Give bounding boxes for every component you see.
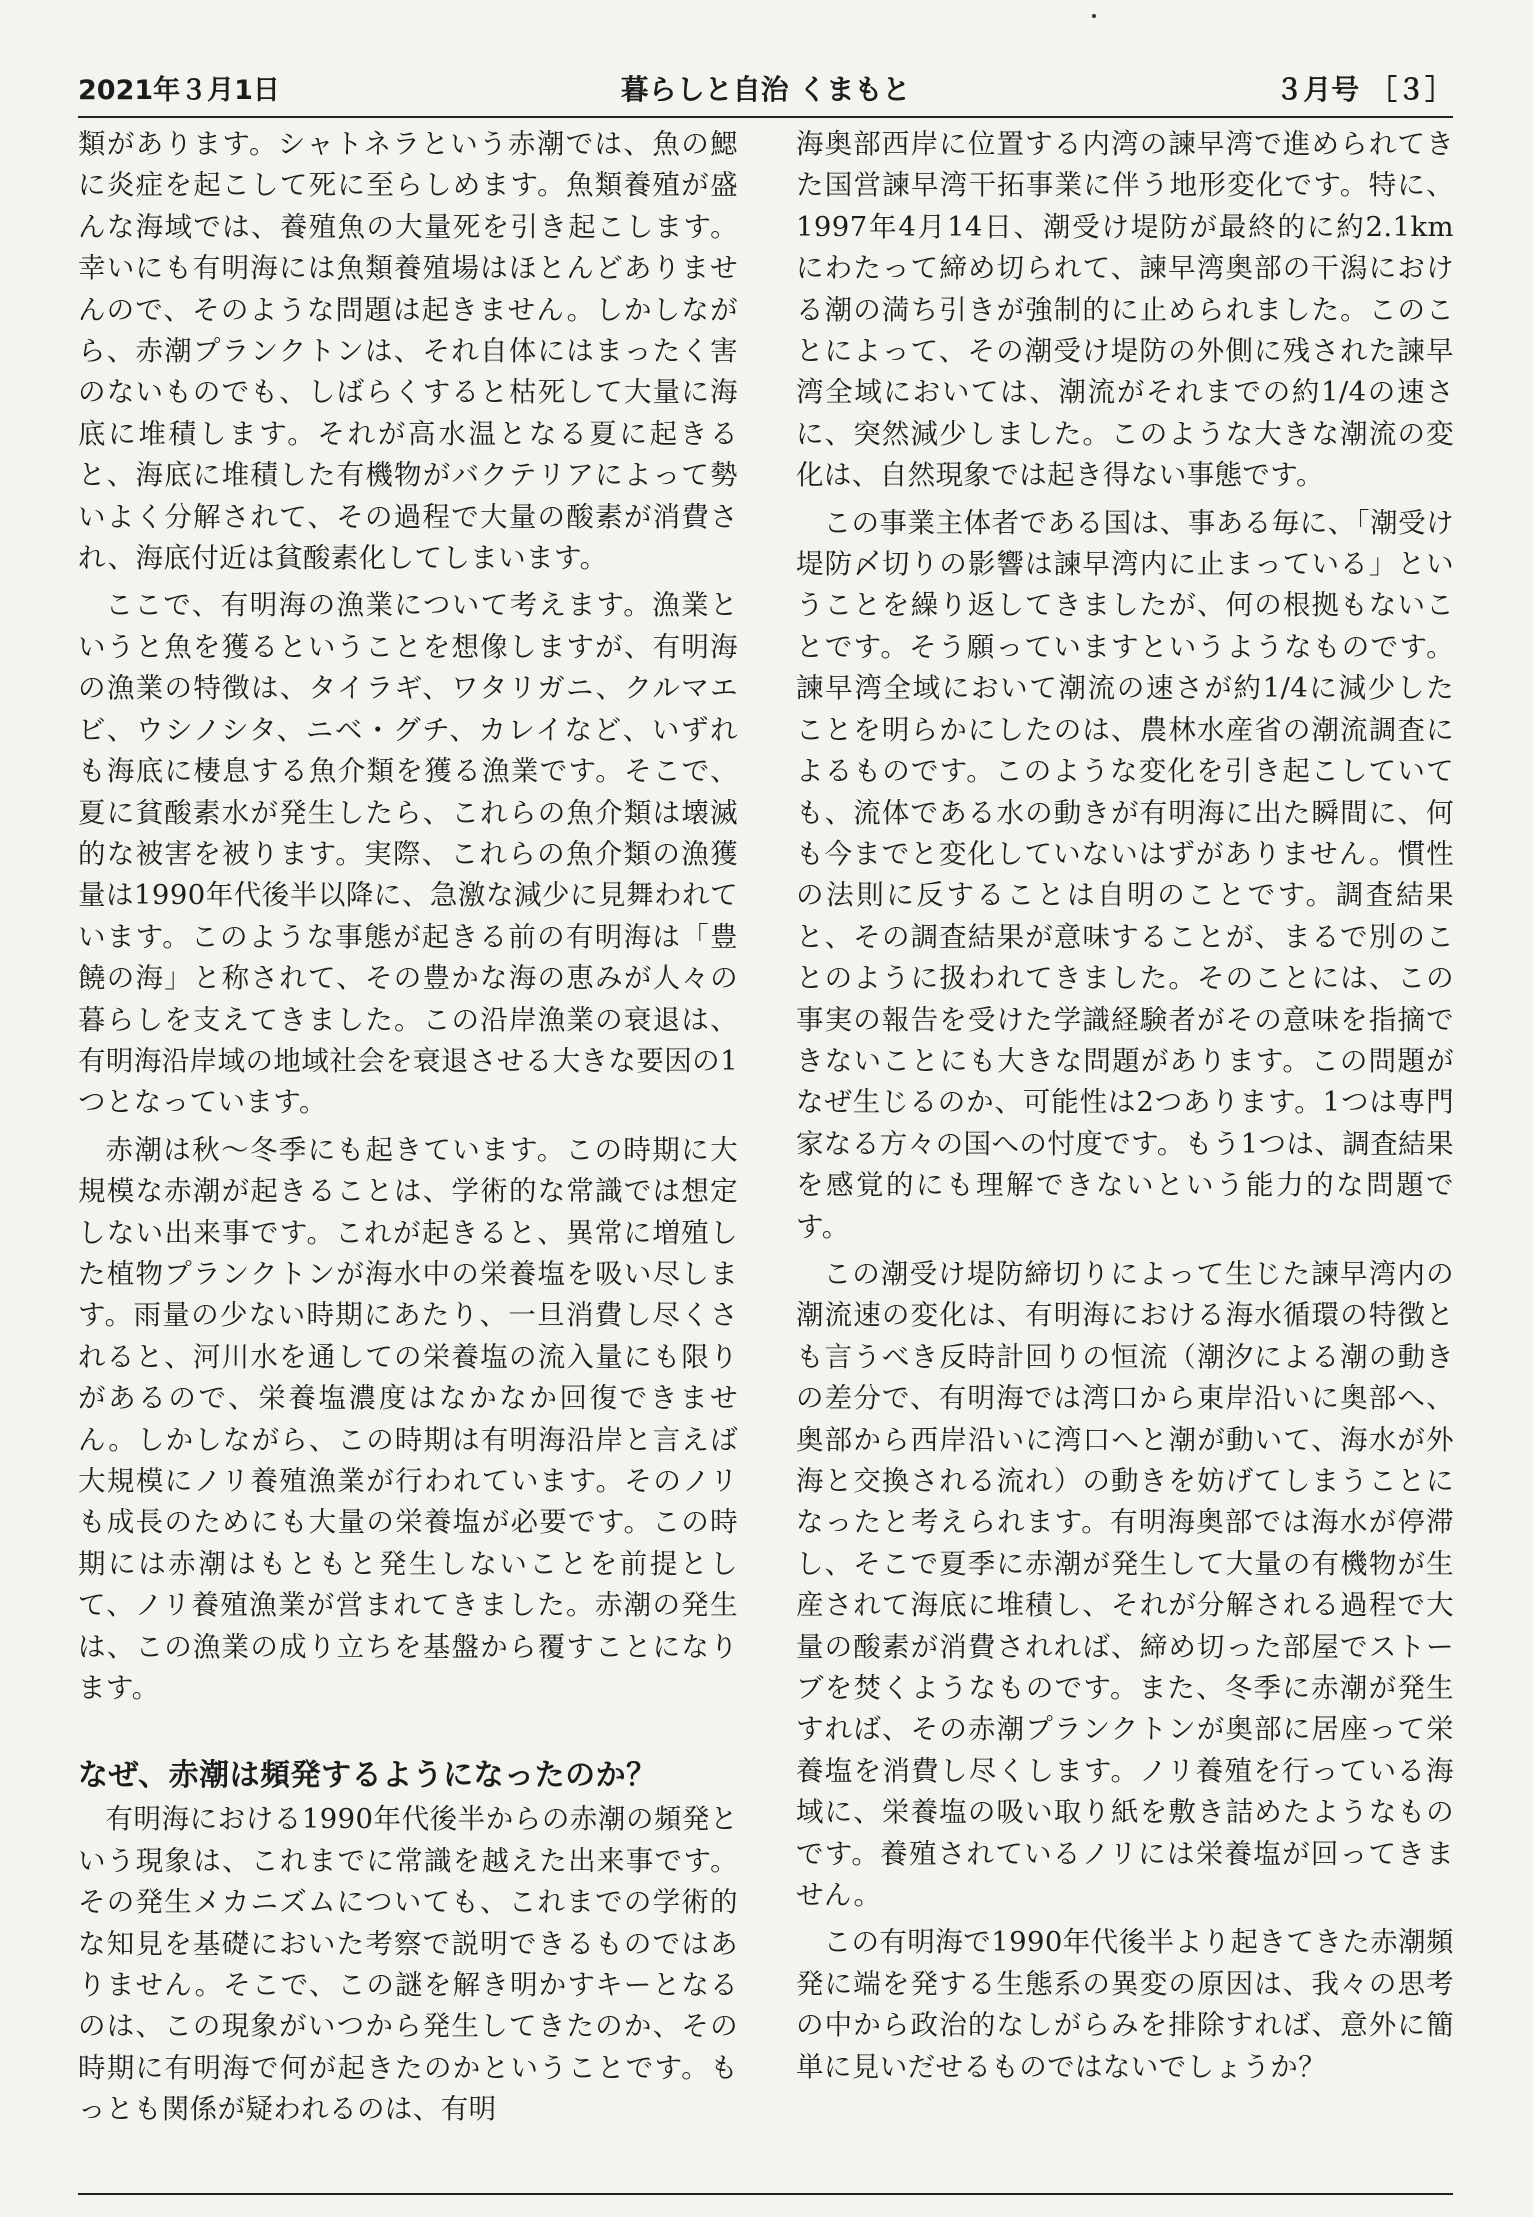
paragraph: この潮受け堤防締切りによって生じた諫早湾内の潮流速の変化は、有明海における海水循環の特徴とも言うべき反時計回りの恒流（潮汐による潮の動きの差分で、有明海では湾口から東岸沿いに奥部へ、奥部から西岸沿いに湾口へと潮が動いて、海水が外海と交換される流れ）の動きを妨げてしまうことになったと考えられます。有明海奥部では海水が停滞し、そこで夏季に赤潮が発生して大量の有機物が生産されて海底に堆積し、それが分解される過程で大量の酸素が消費されれば、締め切った部屋でストーブを焚くようなものです。また、冬季に赤潮が発生すれば、その赤潮プランクトンが奥部に居座って栄養塩を消費し尽くします。ノリ養殖を行っている海域に、栄養塩の吸い取り紙を敷き詰めたようなものです。養殖されているノリには栄養塩が回ってきません。 [796, 1257, 1454, 1912]
page-header [78, 68, 1453, 112]
section-heading: なぜ、赤潮は頻発するようになったのか？ [78, 1758, 657, 1794]
paragraph: 有明海における1990年代後半からの赤潮の頻発という現象は、これまでに常識を越えた出来事です。その発生メカニズムについても、これまでの学術的な知見を基礎においた考察で説明できるものではありません。そこで、この謎を解き明かすキーとなるのは、この現象がいつから発生してきたのか、その時期に有明海で何が起きたのかということです。もっとも関係が疑われるのは、有明 [78, 1803, 738, 2126]
footer-rule [78, 2193, 1453, 2195]
paragraph: 赤潮は秋～冬季にも起きています。この時期に大規模な赤潮が起きることは、学術的な常識では想定しない出来事です。これが起きると、異常に増殖した植物プランクトンが海水中の栄養塩を吸い尽します。雨量の少ない時期にあたり、一旦消費し尽くされると、河川水を通しての栄養塩の流入量にも限りがあるので、栄養塩濃度はなかなか回復できません。しかしながら、この時期は有明海沿岸と言えば大規模にノリ養殖漁業が行われています。そのノリも成長のためにも大量の栄養塩が必要です。この時期には赤潮はもともと発生しないことを前提として、ノリ養殖漁業が営まれてきました。赤潮の発生は、この漁業の成り立ちを基盤から覆すことになります。 [78, 1133, 738, 1705]
issue-date: 2021年３月1日 [78, 75, 280, 106]
paragraph: 類があります。シャトネラという赤潮では、魚の鰓に炎症を起こして死に至らしめます。魚類養殖が盛んな海域では、養殖魚の大量死を引き起こします。幸いにも有明海には魚類養殖場はほとんどありませんので、そのような問題は起きません。しかしながら、赤潮プランクトンは、それ自体にはまったく害のないものでも、しばらくすると枯死して大量に海底に堆積します。それが高水温となる夏に起きると、海底に堆積した有機物がバクテリアによって勢いよく分解されて、その過程で大量の酸素が消費され、海底付近は貧酸素化してしまいます。 [78, 128, 738, 575]
paragraph: 海奥部西岸に位置する内湾の諫早湾で進められてきた国営諫早湾干拓事業に伴う地形変化です。特に、1997年4月14日、潮受け堤防が最終的に約2.1kmにわたって締め切られて、諫早湾奥部の干潟における潮の満ち引きが強制的に止められました。このことによって、その潮受け堤防の外側に残された諫早湾全域においては、潮流がそれまでの約1/4の速さに、突然減少しました。このような大きな潮流の変化は、自然現象では起き得ない事態です。 [796, 128, 1454, 492]
paragraph: この有明海で1990年代後半より起きてきた赤潮頻発に端を発する生態系の異変の原因は、我々の思考の中から政治的なしがらみを排除すれば、意外に簡単に見いだせるものではないでしょうか？ [796, 1926, 1454, 2083]
paragraph: ここで、有明海の漁業について考えます。漁業というと魚を獲るということを想像しますが、有明海の漁業の特徴は、タイラギ、ワタリガニ、クルマエビ、ウシノシタ、ニベ・グチ、カレイなど、いずれも海底に棲息する魚介類を獲る漁業です。そこで、夏に貧酸素水が発生したら、これらの魚介類は壊滅的な被害を被ります。実際、これらの魚介類の漁獲量は1990年代後半以降に、急激な減少に見舞われています。このような事態が起きる前の有明海は「豊饒の海」と称されて、その豊かな海の恵みが人々の暮らしを支えてきました。この沿岸漁業の衰退は、有明海沿岸域の地域社会を衰退させる大きな要因の1つとなっています。 [78, 589, 738, 1119]
issue-page-number: ３月号 ［３］ [1275, 73, 1453, 106]
publication-title: 暮らしと自治 くまもと [620, 73, 911, 106]
header-rule [78, 116, 1453, 118]
speck [1092, 14, 1096, 18]
left-column [78, 124, 738, 2131]
right-column [796, 124, 1454, 2088]
paragraph: この事業主体者である国は、事ある毎に、「潮受け堤防〆切りの影響は諫早湾内に止まっている」ということを繰り返してきましたが、何の根拠もないことです。そう願っていますというようなものです。諫早湾全域において潮流の速さが約1/4に減少したことを明らかにしたのは、農林水産省の潮流調査によるものです。このような変化を引き起こしていても、流体である水の動きが有明海に出た瞬間に、何も今までと変化していないはずがありません。慣性の法則に反することは自明のことです。調査結果と、その調査結果が意味することが、まるで別のことのように扱われてきました。そのことには、この事実の報告を受けた学識経験者がその意味を指摘できないことにも大きな問題があります。この問題がなぜ生じるのか、可能性は2つあります。1つは専門家なる方々の国への忖度です。もう1つは、調査結果を感覚的にも理解できないという能力的な問題です。 [796, 506, 1454, 1243]
